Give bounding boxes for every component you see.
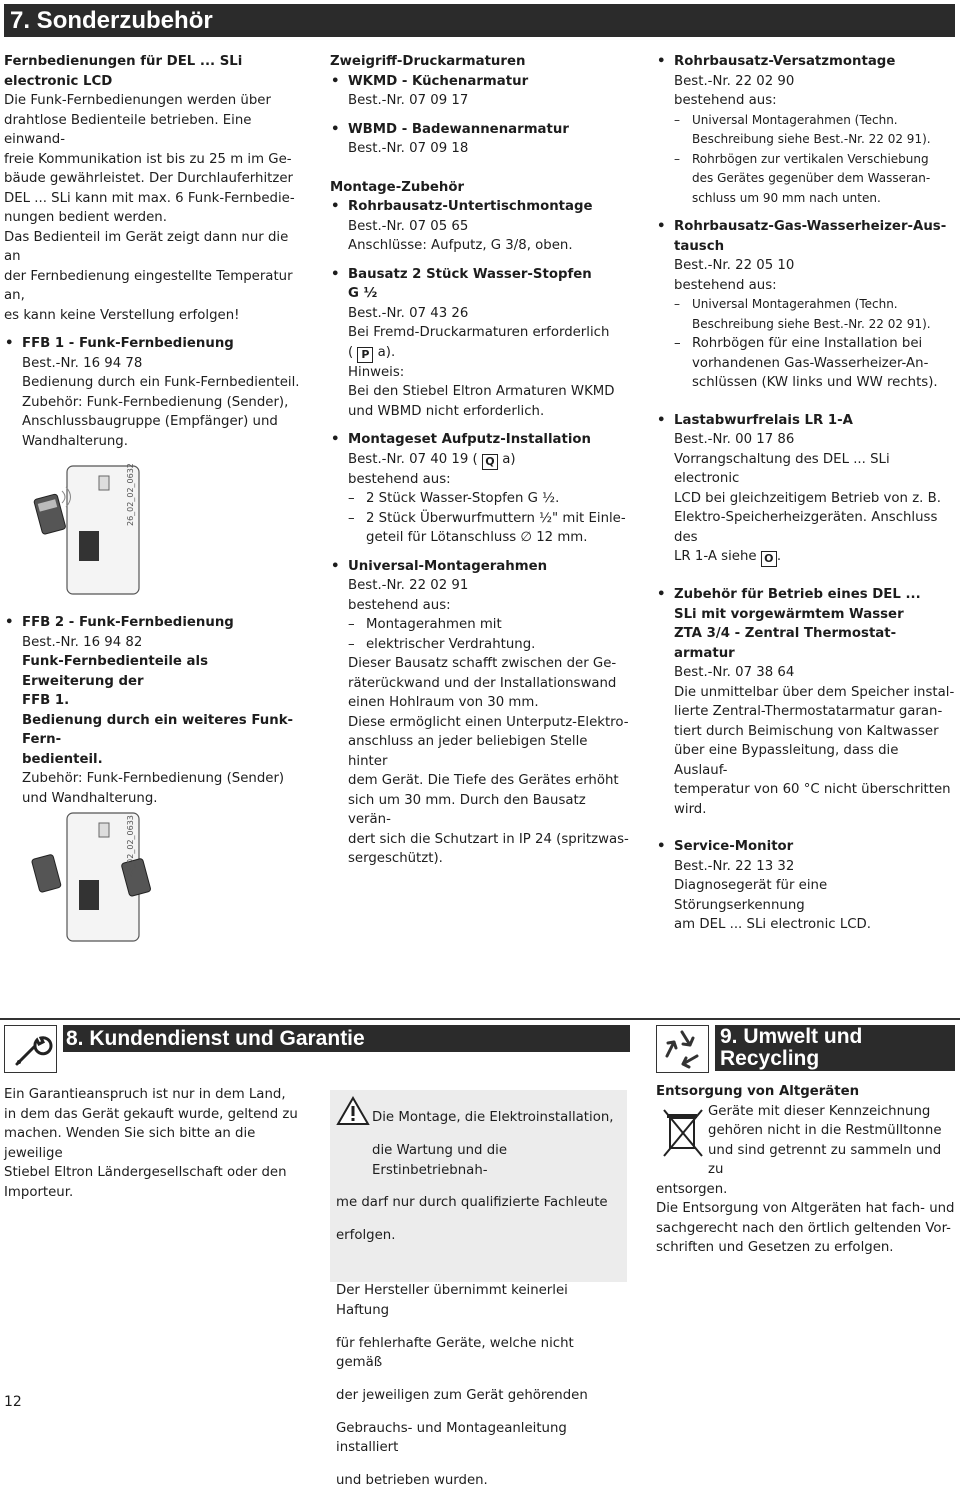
liability-text-5: und betrieben wurden. — [336, 1472, 488, 1488]
lr-nr: Best.-Nr. 00 17 86 — [674, 432, 795, 447]
zta-title-2: SLi mit vorgewärmtem Wasser — [674, 606, 904, 622]
water-heater-two-remotes-image — [22, 808, 172, 948]
ffb2-illustration — [4, 808, 304, 948]
warning-text-2: die Wartung und die Erstinbetriebnah- — [372, 1143, 508, 1178]
wrench-icon — [4, 1025, 57, 1073]
q-symbol-icon: Q — [482, 454, 498, 470]
ffb2-desc-2: FFB 1. — [22, 693, 70, 708]
umr-nr: Best.-Nr. 22 02 91 — [348, 578, 469, 593]
bausatz-hint: Bei den Stiebel Eltron Armaturen WKMD — [348, 384, 615, 399]
rvm-consist: bestehend aus: — [674, 93, 777, 108]
remote-intro: Die Funk-Fernbedienungen werden über drahtlose Bedienteile betrieben. Eine einwand- freie Kommunikation ist bis zu 25 m im Ge- bäude gewährleistet. Der Durchlauferhitzer DEL ... SLi kann mit max. 6 Funk-Fernbedie- nungen bedient werden. Das Bedienteil im Gerät zeigt dann nur die an der Fernbedienung eingestellte Temperatur an, es kann keine Verstellung erfolgen! — [4, 93, 295, 323]
rgw-title: • Rohrbausatz-Gas-Wasserheizer-Aus- — [656, 217, 956, 237]
wbmd-title: • WBMD - Badewannenarmatur — [330, 120, 630, 140]
sm-title: • Service-Monitor — [656, 837, 956, 857]
rgw-item: – Universal Montagerahmen (Techn. Beschreibung siehe Best.-Nr. 22 02 91). — [656, 295, 956, 334]
bausatz-desc: Bei Fremd-Druckarmaturen erforderlich — [348, 325, 610, 340]
zta-title-4: armatur — [674, 645, 735, 661]
warning-text-3: me darf nur durch qualifizierte Fachleute — [336, 1195, 608, 1211]
warning-text-1: Die Montage, die Elektroinstallation, — [372, 1110, 614, 1126]
montageset-item-2-cont: geteil für Lötanschluss ∅ 12 mm. — [366, 530, 588, 545]
page-number: 12 — [4, 1394, 22, 1410]
lr-desc-2: LCD bei gleichzeitigem Betrieb von z. B. — [674, 490, 941, 506]
liability-text-2: für fehlerhafte Geräte, welche nicht gemäß — [336, 1335, 574, 1371]
zta-desc-3: tiert durch Beimischung von Kaltwasser — [674, 723, 939, 739]
warning-icon — [336, 1096, 370, 1126]
disposal-text-4: entsorgen. — [656, 1181, 728, 1197]
lr-desc: Vorrangschaltung des DEL ... SLi electronic — [674, 451, 890, 486]
umr-consist: bestehend aus: — [348, 597, 451, 613]
zta-nr: Best.-Nr. 07 38 64 — [674, 665, 795, 680]
section-8-title: 8. Kundendienst und Garantie — [63, 1025, 630, 1052]
umr-item-2: – elektrischer Verdrahtung. — [348, 635, 630, 655]
umr-desc-3: einen Hohlraum von 30 mm. — [348, 695, 539, 710]
wkmd-nr: Best.-Nr. 07 09 17 — [348, 93, 469, 108]
rvm-nr: Best.-Nr. 22 02 90 — [674, 73, 795, 89]
montageset-nr: Best.-Nr. 07 40 19 ( Q a) — [348, 451, 516, 468]
disposal-text-7: schriften und Gesetzen zu erfolgen. — [656, 1240, 894, 1255]
disposal-heading: Entsorgung von Altgeräten — [656, 1084, 860, 1099]
zta-desc-2: lierte Zentral-Thermostatarmatur garan- — [674, 704, 943, 719]
ffb1-nr: Best.-Nr. 16 94 78 — [22, 355, 143, 371]
sm-desc-2: am DEL ... SLi electronic LCD. — [674, 917, 871, 932]
bausatz-title: • Bausatz 2 Stück Wasser-Stopfen — [330, 265, 630, 285]
column-3 — [656, 52, 956, 935]
liability-text-3: der jeweiligen zum Gerät gehörenden — [336, 1387, 588, 1403]
montageset-consist: bestehend aus: — [348, 471, 451, 487]
zta-title-3: ZTA 3/4 - Zentral Thermostat- — [674, 626, 897, 641]
lr-desc-3: Elektro-Speicherheizgeräten. Anschluss des — [674, 510, 938, 545]
zta-desc-5: temperatur von 60 °C nicht überschritten — [674, 782, 951, 797]
zta-title: • Zubehör für Betrieb eines DEL ... — [656, 585, 956, 605]
wkmd-title: • WKMD - Küchenarmatur — [330, 72, 630, 92]
zta-desc-4: über eine Bypassleitung, dass die Auslauf- — [674, 743, 899, 778]
ffb2-figure-code: 26_02_02_0633 — [126, 815, 135, 878]
rut-desc: Anschlüsse: Aufputz, G 3/8, oben. — [348, 238, 573, 253]
sm-desc: Diagnosegerät für eine Störungserkennung — [674, 878, 828, 913]
ffb1-acc-3: Wandhalterung. — [22, 433, 128, 449]
umr-desc: Dieser Bausatz schafft zwischen der Ge- — [348, 656, 617, 671]
disposal-text-1: Geräte mit dieser Kennzeichnung — [708, 1103, 931, 1119]
lr-ref: LR 1-A siehe O . — [674, 549, 782, 565]
disposal-text-2: gehören nicht in die Restmülltonne — [708, 1123, 942, 1138]
rvm-item-2: – Rohrbögen zur vertikalen Verschiebung des Gerätes gegenüber dem Wasseran- schluss um 90 mm nach unten. — [656, 150, 956, 209]
druckarmaturen-heading: Zweigriff-Druckarmaturen — [330, 54, 526, 69]
bausatz-ref: ( P a). — [348, 344, 396, 361]
ffb1-acc-2: Anschlussbaugruppe (Empfänger) und — [22, 414, 278, 429]
section-9-title: 9. Umwelt und Recycling — [715, 1025, 955, 1071]
disposal-text — [656, 1082, 956, 1258]
umr-desc-8: dert sich die Schutzart in IP 24 (spritzwas- — [348, 831, 629, 847]
ffb2-desc-3: Bedienung durch ein weiteres Funk-Fern- — [22, 712, 294, 747]
water-heater-remote-image — [22, 451, 162, 601]
rgw-nr: Best.-Nr. 22 05 10 — [674, 258, 795, 273]
liability-text-4: Gebrauchs- und Montageanleitung installiert — [336, 1420, 567, 1456]
crossed-bin-icon — [660, 1106, 706, 1162]
sm-nr: Best.-Nr. 22 13 32 — [674, 858, 795, 874]
montage-zubehoer-heading: Montage-Zubehör — [330, 179, 465, 195]
umr-desc-5: anschluss an jeder beliebigen Stelle hinter — [348, 734, 588, 769]
column-2 — [330, 52, 630, 869]
umr-desc-4: Diese ermöglicht einen Unterputz-Elektro- — [348, 714, 629, 730]
ffb1-illustration — [4, 451, 304, 601]
bausatz-nr: Best.-Nr. 07 43 26 — [348, 305, 469, 321]
disposal-text-5: Die Entsorgung von Altgeräten hat fach- und — [656, 1201, 955, 1216]
liability-text: Der Hersteller übernimmt keinerlei Haftung — [336, 1283, 568, 1318]
recycling-icon — [656, 1025, 709, 1073]
ffb1-figure-code: 26_02_02_0632 — [126, 463, 135, 526]
section-header: 7. Sonderzubehör — [4, 4, 955, 37]
wbmd-nr: Best.-Nr. 07 09 18 — [348, 141, 469, 156]
warranty-text: Ein Garantieanspruch ist nur in dem Land, in dem das Gerät gekauft wurde, geltend zu machen. Wenden Sie sich bitte an die jeweilige Stiebel Eltron Ländergesellschaft oder den Importeur. — [4, 1087, 298, 1200]
warning-text-4: erfolgen. — [336, 1228, 396, 1244]
p-symbol-icon: P — [357, 347, 373, 363]
ffb2-desc: Funk-Fernbedienteile als Erweiterung der — [22, 654, 208, 689]
rut-title: • Rohrbausatz-Untertischmontage — [330, 197, 630, 217]
umr-title: • Universal-Montagerahmen — [330, 557, 630, 577]
lr-title: • Lastabwurfrelais LR 1-A — [656, 411, 956, 431]
rgw-title-2: tausch — [674, 238, 725, 254]
warning-box — [330, 1090, 627, 1488]
umr-desc-2: räterückwand und der Installationswand — [348, 675, 617, 691]
umr-desc-7: sich um 30 mm. Durch den Bausatz verän- — [348, 792, 586, 827]
disposal-text-6: sachgerecht nach den örtlich geltenden Vor- — [656, 1220, 951, 1236]
rgw-item-2: – Rohrbögen für eine Installation bei vorhandenen Gas-Wasserheizer-An- schlüssen (KW links und WW rechts). — [656, 334, 956, 393]
ffb2-title: • FFB 2 - Funk-Fernbedienung — [4, 613, 304, 633]
montageset-title: • Montageset Aufputz-Installation — [330, 430, 630, 450]
remote-heading: Fernbedienungen für DEL ... SLi electronic LCD — [4, 54, 243, 89]
section-divider — [0, 1018, 960, 1020]
umr-desc-6: dem Gerät. Die Tiefe des Gerätes erhöht — [348, 773, 619, 788]
ffb1-desc: Bedienung durch ein Funk-Fernbedienteil. — [22, 375, 300, 390]
zta-desc: Die unmittelbar über dem Speicher instal- — [674, 684, 955, 700]
ffb1-acc: Zubehör: Funk-Fernbedienung (Sender), — [22, 394, 289, 410]
ffb2-nr: Best.-Nr. 16 94 82 — [22, 634, 143, 650]
ffb2-desc-4: bedienteil. — [22, 751, 103, 767]
zta-desc-6: wird. — [674, 801, 707, 817]
ffb2-acc: Zubehör: Funk-Fernbedienung (Sender) — [22, 771, 285, 786]
ffb2-acc-2: und Wandhalterung. — [22, 790, 158, 806]
bausatz-title-2: G ½ — [348, 286, 378, 301]
rvm-title: • Rohrbausatz-Versatzmontage — [656, 52, 956, 72]
ffb1-title: • FFB 1 - Funk-Fernbedienung — [4, 334, 304, 354]
rvm-item: – Universal Montagerahmen (Techn. Beschreibung siehe Best.-Nr. 22 02 91). — [656, 111, 956, 150]
umr-item: – Montagerahmen mit — [348, 615, 630, 635]
o-symbol-icon: O — [761, 551, 777, 567]
bausatz-hint-label: Hinweis: — [348, 364, 405, 380]
column-1 — [4, 52, 304, 948]
montageset-item: – 2 Stück Wasser-Stopfen G ½. — [348, 489, 630, 509]
disposal-text-3: und sind getrennt zu sammeln und zu — [708, 1142, 942, 1177]
umr-desc-9: sergeschützt). — [348, 851, 443, 866]
rut-nr: Best.-Nr. 07 05 65 — [348, 218, 469, 234]
rgw-consist: bestehend aus: — [674, 277, 777, 293]
montageset-item-2: – 2 Stück Überwurfmuttern ½" mit Einle- — [348, 509, 630, 529]
bausatz-hint-2: und WBMD nicht erforderlich. — [348, 403, 545, 419]
